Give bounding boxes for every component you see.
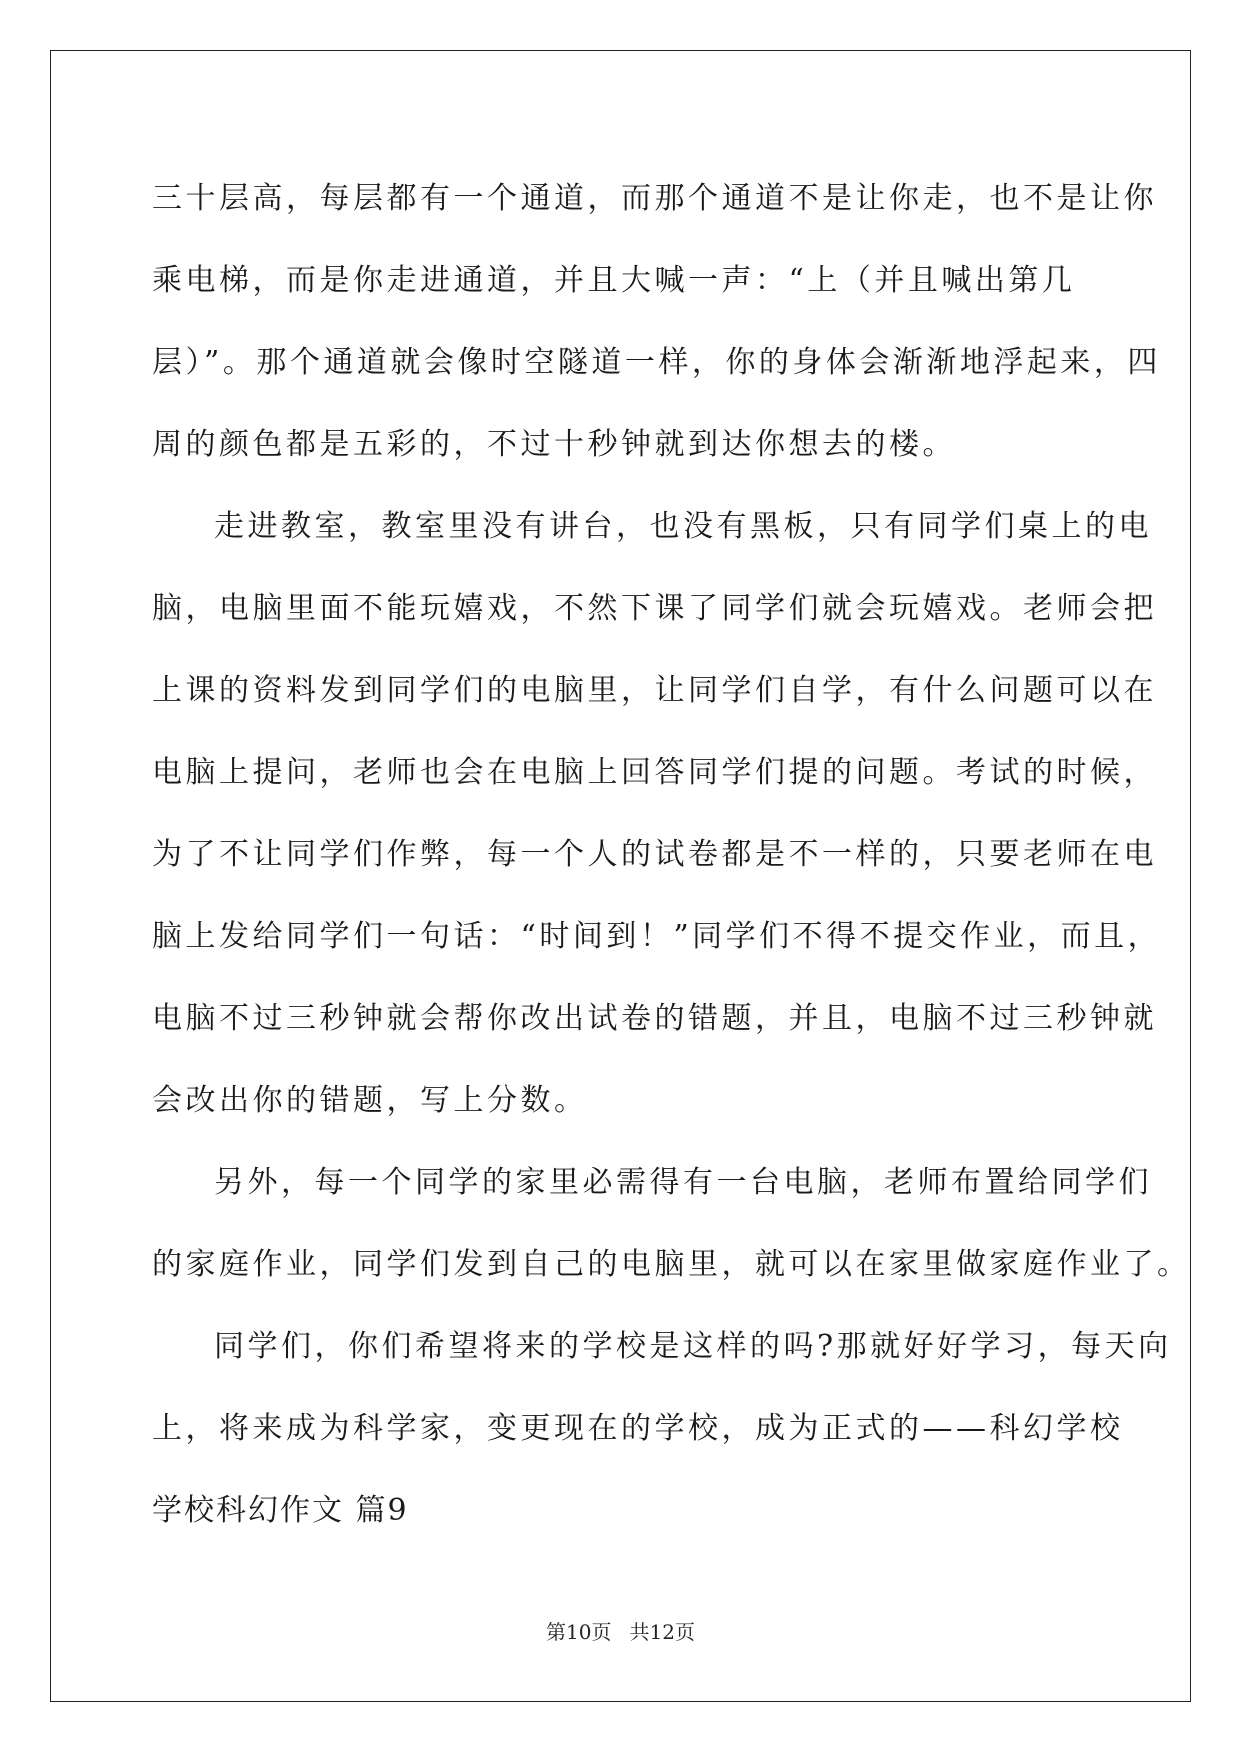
current-page-number: 第10页 xyxy=(546,1620,612,1644)
body-line-9: 为了不让同学们作弊，每一个人的试卷都是不一样的，只要老师在电 xyxy=(152,837,1157,872)
body-line-2: 乘电梯，而是你走进通道，并且大喊一声：“上（并且喊出第几 xyxy=(152,263,1076,298)
total-pages: 共12页 xyxy=(629,1620,695,1644)
body-line-11: 电脑不过三秒钟就会帮你改出试卷的错题，并且，电脑不过三秒钟就 xyxy=(152,1001,1157,1036)
body-line-3: 层）”。那个通道就会像时空隧道一样，你的身体会渐渐地浮起来，四 xyxy=(152,345,1161,380)
body-line-6: 脑，电脑里面不能玩嬉戏，不然下课了同学们就会玩嬉戏。老师会把 xyxy=(152,591,1157,626)
body-line-5: 走进教室，教室里没有讲台，也没有黑板，只有同学们桌上的电 xyxy=(214,509,1152,544)
body-line-16: 上，将来成为科学家，变更现在的学校，成为正式的——科幻学校 xyxy=(152,1411,1124,1446)
body-line-10: 脑上发给同学们一句话：“时间到！”同学们不得不提交作业，而且， xyxy=(152,919,1162,954)
body-line-4: 周的颜色都是五彩的，不过十秒钟就到达你想去的楼。 xyxy=(152,427,956,462)
body-line-7: 上课的资料发到同学们的电脑里，让同学们自学，有什么问题可以在 xyxy=(152,673,1157,708)
body-line-14: 的家庭作业，同学们发到自己的电脑里，就可以在家里做家庭作业了。 xyxy=(152,1247,1191,1282)
body-line-1: 三十层高，每层都有一个通道，而那个通道不是让你走，也不是让你 xyxy=(152,181,1157,216)
body-line-12: 会改出你的错题，写上分数。 xyxy=(152,1083,588,1118)
body-line-13: 另外，每一个同学的家里必需得有一台电脑，老师布置给同学们 xyxy=(214,1165,1152,1200)
document-body xyxy=(152,158,1191,1552)
section-heading: 学校科幻作文 篇9 xyxy=(152,1493,409,1528)
body-line-8: 电脑上提问，老师也会在电脑上回答同学们提的问题。考试的时候， xyxy=(152,755,1157,790)
body-line-15: 同学们，你们希望将来的学校是这样的吗?那就好好学习，每天向 xyxy=(214,1329,1172,1364)
page-footer xyxy=(0,1616,1241,1645)
